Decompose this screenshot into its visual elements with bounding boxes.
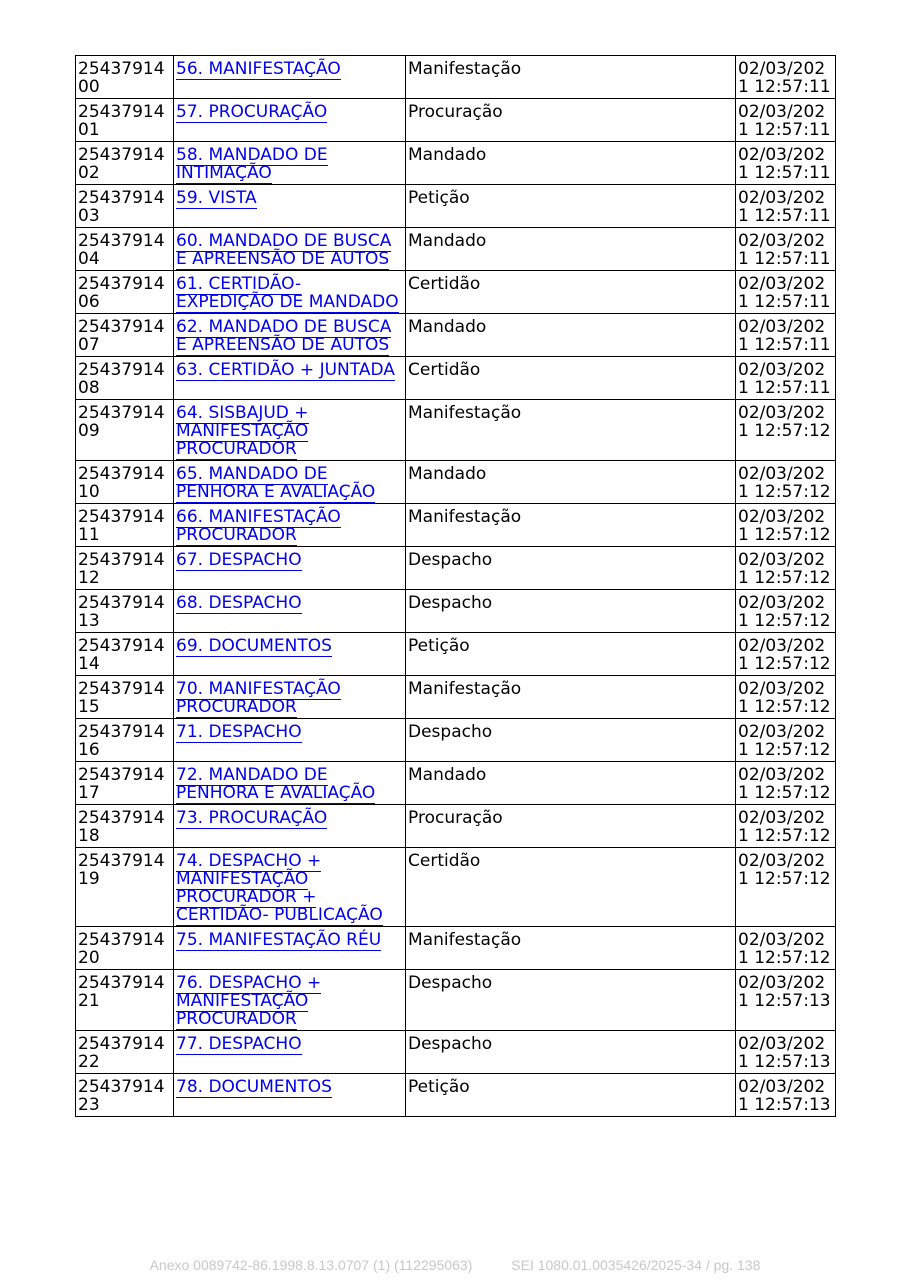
document-date: 02/03/2021 12:57:12: [736, 504, 836, 547]
document-link[interactable]: 61. CERTIDÃO- EXPEDIÇÃO DE MANDADO: [176, 274, 399, 312]
document-link[interactable]: 73. PROCURAÇÃO: [176, 808, 328, 828]
document-link[interactable]: 58. MANDADO DE INTIMAÇÃO: [176, 145, 328, 183]
document-type: Despacho: [406, 970, 736, 1031]
document-cell: [174, 142, 406, 185]
document-cell: [174, 1074, 406, 1117]
document-link[interactable]: 57. PROCURAÇÃO: [176, 102, 328, 122]
document-date: 02/03/2021 12:57:13: [736, 970, 836, 1031]
document-date: 02/03/2021 12:57:11: [736, 228, 836, 271]
document-date: 02/03/2021 12:57:11: [736, 314, 836, 357]
document-link[interactable]: 63. CERTIDÃO + JUNTADA: [176, 360, 395, 380]
document-link[interactable]: 67. DESPACHO: [176, 550, 302, 570]
document-id: 2543791412: [76, 547, 174, 590]
document-cell: [174, 1031, 406, 1074]
document-cell: [174, 762, 406, 805]
document-link[interactable]: 74. DESPACHO + MANIFESTAÇÃO PROCURADOR + CERTIDÃO- PUBLICAÇÃO: [176, 851, 383, 925]
table-row: [76, 762, 836, 805]
document-link[interactable]: 70. MANIFESTAÇÃO PROCURADOR: [176, 679, 341, 717]
document-cell: [174, 547, 406, 590]
document-id: 2543791416: [76, 719, 174, 762]
table-row: [76, 1074, 836, 1117]
document-id: 2543791410: [76, 461, 174, 504]
document-id: 2543791403: [76, 185, 174, 228]
document-id: 2543791414: [76, 633, 174, 676]
table-row: [76, 805, 836, 848]
document-id: 2543791415: [76, 676, 174, 719]
document-link[interactable]: 62. MANDADO DE BUSCA E APREENSÃO DE AUTOS: [176, 317, 392, 355]
document-id: 2543791417: [76, 762, 174, 805]
document-date: 02/03/2021 12:57:11: [736, 99, 836, 142]
document-date: 02/03/2021 12:57:12: [736, 590, 836, 633]
document-id: 2543791411: [76, 504, 174, 547]
document-type: Mandado: [406, 762, 736, 805]
document-date: 02/03/2021 12:57:13: [736, 1031, 836, 1074]
document-type: Despacho: [406, 590, 736, 633]
table-row: [76, 461, 836, 504]
document-cell: [174, 848, 406, 927]
table-row: [76, 314, 836, 357]
table-row: [76, 228, 836, 271]
document-type: Petição: [406, 185, 736, 228]
document-type: Manifestação: [406, 56, 736, 99]
document-date: 02/03/2021 12:57:12: [736, 848, 836, 927]
document-type: Mandado: [406, 314, 736, 357]
footer-annex: Anexo 0089742-86.1998.8.13.0707 (1) (112295063): [149, 1257, 473, 1273]
table-row: [76, 142, 836, 185]
document-id: 2543791409: [76, 400, 174, 461]
document-link[interactable]: 66. MANIFESTAÇÃO PROCURADOR: [176, 507, 341, 545]
document-type: Mandado: [406, 461, 736, 504]
document-link[interactable]: 76. DESPACHO + MANIFESTAÇÃO PROCURADOR: [176, 973, 322, 1029]
footer-sei-page: SEI 1080.01.0035426/2025-34 / pg. 138: [511, 1257, 761, 1273]
document-id: 2543791418: [76, 805, 174, 848]
document-id: 2543791401: [76, 99, 174, 142]
document-id: 2543791413: [76, 590, 174, 633]
document-type: Mandado: [406, 228, 736, 271]
document-date: 02/03/2021 12:57:12: [736, 805, 836, 848]
document-id: 2543791404: [76, 228, 174, 271]
table-row: [76, 56, 836, 99]
table-row: [76, 719, 836, 762]
document-cell: [174, 400, 406, 461]
document-date: 02/03/2021 12:57:12: [736, 400, 836, 461]
document-type: Petição: [406, 1074, 736, 1117]
document-id: 2543791419: [76, 848, 174, 927]
document-date: 02/03/2021 12:57:11: [736, 142, 836, 185]
document-link[interactable]: 77. DESPACHO: [176, 1034, 302, 1054]
document-id: 2543791400: [76, 56, 174, 99]
document-cell: [174, 271, 406, 314]
document-id: 2543791423: [76, 1074, 174, 1117]
document-cell: [174, 805, 406, 848]
document-link[interactable]: 56. MANIFESTAÇÃO: [176, 59, 341, 79]
document-type: Procuração: [406, 99, 736, 142]
document-cell: [174, 633, 406, 676]
table-row: [76, 357, 836, 400]
document-date: 02/03/2021 12:57:12: [736, 762, 836, 805]
document-link[interactable]: 72. MANDADO DE PENHORA E AVALIAÇÃO: [176, 765, 376, 803]
document-cell: [174, 314, 406, 357]
table-row: [76, 970, 836, 1031]
document-type: Certidão: [406, 848, 736, 927]
document-date: 02/03/2021 12:57:11: [736, 185, 836, 228]
document-type: Certidão: [406, 357, 736, 400]
document-date: 02/03/2021 12:57:11: [736, 357, 836, 400]
table-row: [76, 676, 836, 719]
table-row: [76, 547, 836, 590]
document-link[interactable]: 69. DOCUMENTOS: [176, 636, 332, 656]
document-link[interactable]: 68. DESPACHO: [176, 593, 302, 613]
document-link[interactable]: 59. VISTA: [176, 188, 257, 208]
table-row: [76, 400, 836, 461]
document-cell: [174, 185, 406, 228]
document-cell: [174, 927, 406, 970]
document-date: 02/03/2021 12:57:12: [736, 927, 836, 970]
document-id: 2543791406: [76, 271, 174, 314]
page-footer: [0, 1257, 910, 1273]
document-type: Manifestação: [406, 676, 736, 719]
document-date: 02/03/2021 12:57:12: [736, 633, 836, 676]
document-cell: [174, 970, 406, 1031]
table-row: [76, 271, 836, 314]
document-id: 2543791421: [76, 970, 174, 1031]
table-row: [76, 927, 836, 970]
document-type: Certidão: [406, 271, 736, 314]
document-cell: [174, 719, 406, 762]
document-date: 02/03/2021 12:57:13: [736, 1074, 836, 1117]
document-id: 2543791402: [76, 142, 174, 185]
document-cell: [174, 99, 406, 142]
document-type: Mandado: [406, 142, 736, 185]
document-date: 02/03/2021 12:57:11: [736, 56, 836, 99]
document-cell: [174, 461, 406, 504]
document-date: 02/03/2021 12:57:11: [736, 271, 836, 314]
document-date: 02/03/2021 12:57:12: [736, 547, 836, 590]
document-cell: [174, 590, 406, 633]
document-cell: [174, 56, 406, 99]
document-type: Manifestação: [406, 504, 736, 547]
documents-table: [75, 55, 836, 1117]
document-date: 02/03/2021 12:57:12: [736, 461, 836, 504]
document-date: 02/03/2021 12:57:12: [736, 676, 836, 719]
document-type: Manifestação: [406, 927, 736, 970]
document-link[interactable]: 78. DOCUMENTOS: [176, 1077, 332, 1097]
document-type: Despacho: [406, 1031, 736, 1074]
document-cell: [174, 357, 406, 400]
document-link[interactable]: 71. DESPACHO: [176, 722, 302, 742]
document-type: Petição: [406, 633, 736, 676]
table-row: [76, 1031, 836, 1074]
document-id: 2543791420: [76, 927, 174, 970]
table-row: [76, 590, 836, 633]
document-id: 2543791407: [76, 314, 174, 357]
table-row: [76, 185, 836, 228]
document-link[interactable]: 65. MANDADO DE PENHORA E AVALIAÇÃO: [176, 464, 376, 502]
document-cell: [174, 676, 406, 719]
document-date: 02/03/2021 12:57:12: [736, 719, 836, 762]
document-type: Manifestação: [406, 400, 736, 461]
document-cell: [174, 504, 406, 547]
table-row: [76, 99, 836, 142]
document-id: 2543791408: [76, 357, 174, 400]
document-link[interactable]: 64. SISBAJUD + MANIFESTAÇÃO PROCURADOR: [176, 403, 309, 459]
document-type: Despacho: [406, 547, 736, 590]
table-row: [76, 633, 836, 676]
document-link[interactable]: 75. MANIFESTAÇÃO RÉU: [176, 930, 382, 950]
table-row: [76, 848, 836, 927]
document-link[interactable]: 60. MANDADO DE BUSCA E APREENSÃO DE AUTOS: [176, 231, 392, 269]
documents-table-body: [76, 56, 836, 1117]
document-type: Procuração: [406, 805, 736, 848]
document-cell: [174, 228, 406, 271]
document-id: 2543791422: [76, 1031, 174, 1074]
document-type: Despacho: [406, 719, 736, 762]
table-row: [76, 504, 836, 547]
